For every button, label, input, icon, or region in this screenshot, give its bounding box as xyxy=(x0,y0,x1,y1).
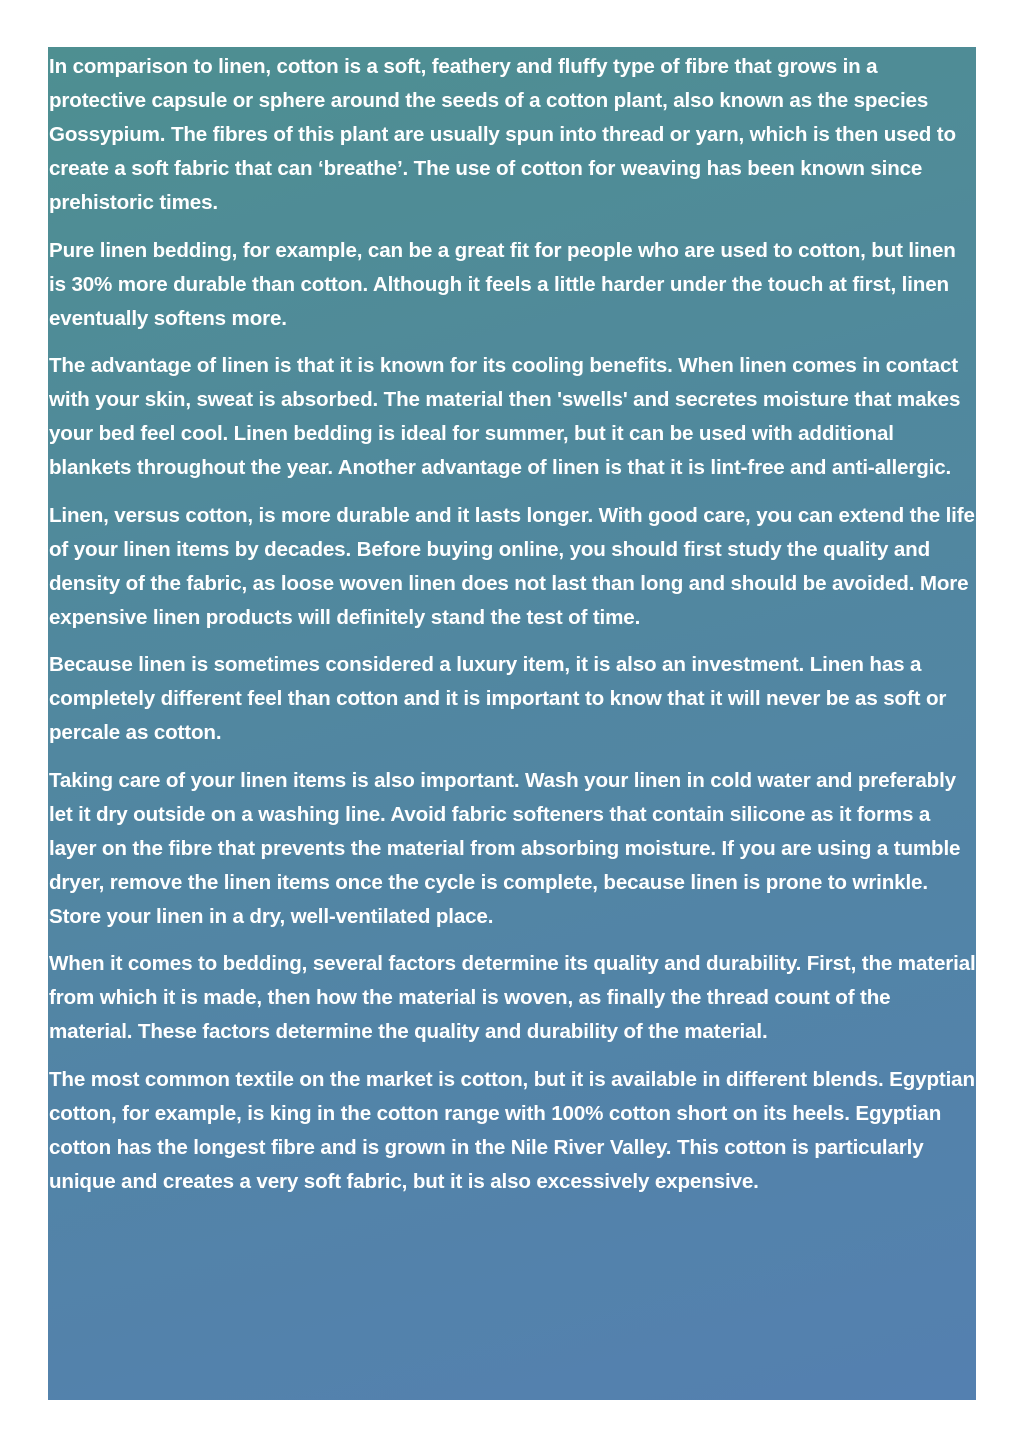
paragraph-linen-durability: Pure linen bedding, for example, can be a great fit for people who are used to cotton, but linen is 30% more durable than cotton. Although it feels a little harder under the touch at first, linen eventually softens more. xyxy=(49,238,956,330)
paragraph-linen-longevity: Linen, versus cotton, is more durable and it lasts longer. With good care, you can extend the life of your linen items by decades. Before buying online, you should first study the quality and density of the fabric, as loose woven linen does not last than long and should be avoided. More expensive linen products will definitely stand the test of time. xyxy=(49,503,975,629)
paragraph-egyptian-cotton: The most common textile on the market is cotton, but it is available in different blends. Egyptian cotton, for example, is king in the cotton range with 100% cotton short on its heels. Egyptian cotton has the longest fibre and is grown in the Nile River Valley. This cotton is particularly unique and creates a very soft fabric, but it is also excessively expensive. xyxy=(49,1067,975,1193)
text-panel xyxy=(48,47,976,1400)
paragraph-linen-care: Taking care of your linen items is also important. Wash your linen in cold water and preferably let it dry outside on a washing line. Avoid fabric softeners that contain silicone as it forms a layer on the fibre that prevents the material from absorbing moisture. If you are using a tumble dryer, remove the linen items once the cycle is complete, because linen is prone to wrinkle. Store your linen in a dry, well-ventilated place. xyxy=(49,768,961,928)
paragraph-bedding-factors: When it comes to bedding, several factors determine its quality and durability. First, the material from which it is made, then how the material is woven, as finally the thread count of the material. These factors determine the quality and durability of the material. xyxy=(49,952,976,1043)
paragraph-linen-cooling: The advantage of linen is that it is known for its cooling benefits. When linen comes in contact with your skin, sweat is absorbed. The material then 'swells' and secretes moisture that makes your bed feel cool. Linen bedding is ideal for summer, but it can be used with additional blankets throughout the year. Another advantage of linen is that it is lint-free and anti-allergic. xyxy=(49,354,961,479)
paragraph-cotton-intro: In comparison to linen, cotton is a soft, feathery and fluffy type of fibre that grows in a protective capsule or sphere around the seeds of a cotton plant, also known as the species Gossypium. The fibres of this plant are usually spun into thread or yarn, which is then used to create a soft fabric that can ‘breathe’. The use of cotton for weaving has been known since prehistoric times. xyxy=(49,55,956,214)
paragraph-linen-investment: Because linen is sometimes considered a luxury item, it is also an investment. Linen has a completely different feel than cotton and it is important to know that it will never be as soft or percale as cotton. xyxy=(49,653,947,744)
